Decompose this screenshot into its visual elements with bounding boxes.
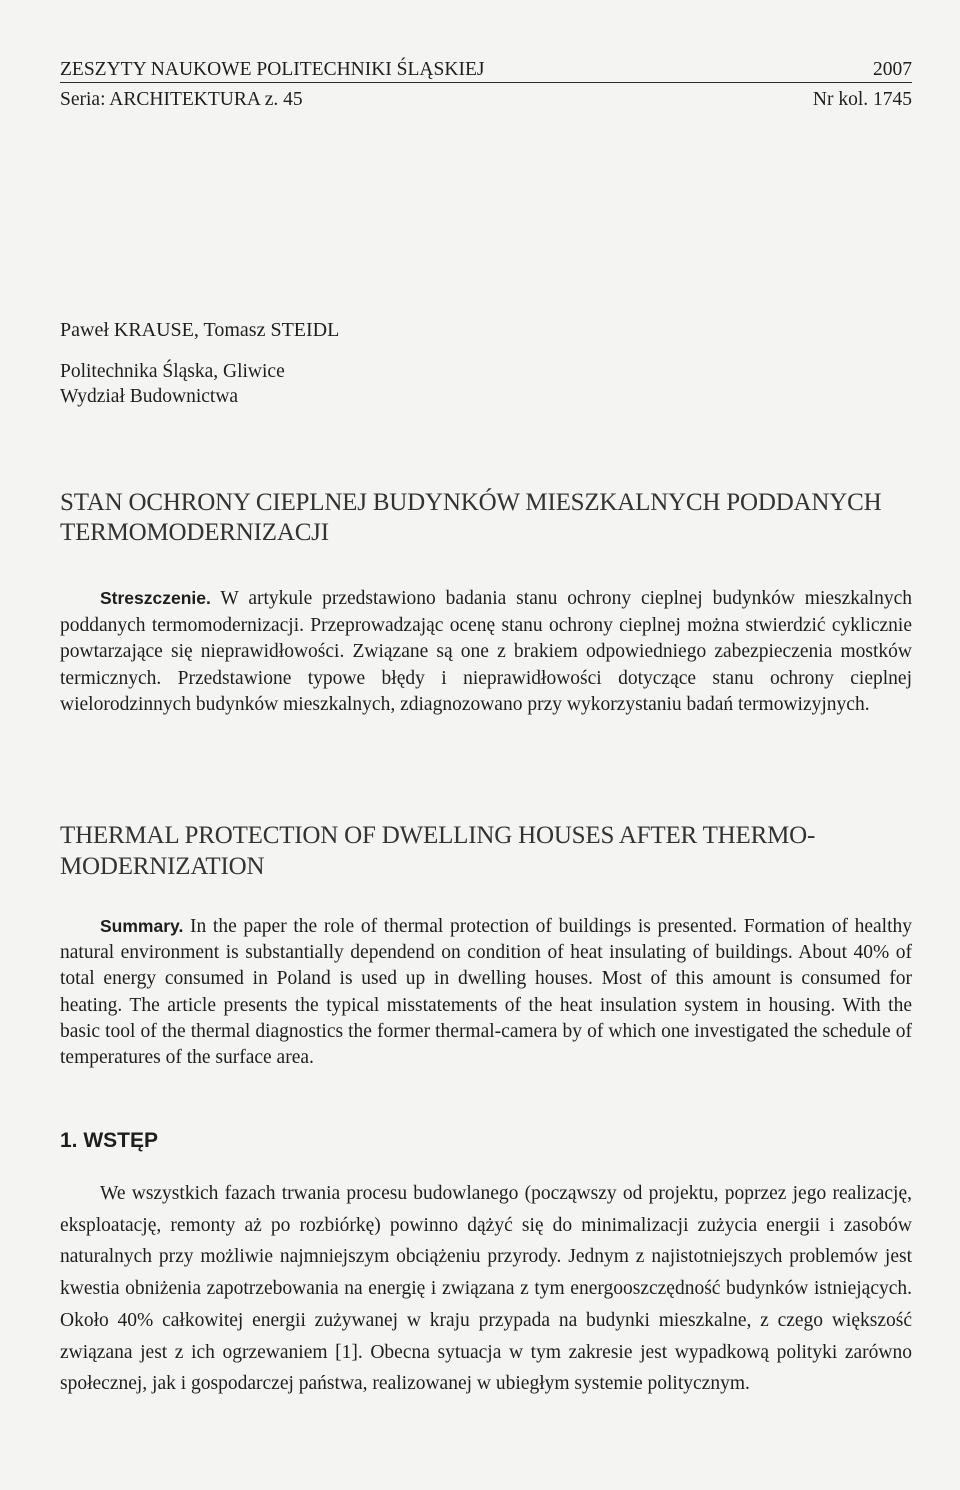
abstract-polish-label: Streszczenie. <box>100 588 211 608</box>
issue-number: Nr kol. 1745 <box>812 89 912 110</box>
journal-header <box>60 58 912 83</box>
abstract-polish-text: W artykule przedstawiono badania stanu ochrony cieplnej budynków mieszkalnych poddanych termomodernizacji. Przeprowadzając ocenę stanu ochrony cieplnej można stwierdzić cyklicznie powtarzające się nieprawidłowości. Związane są one z brakiem odpowiedniego zabezpieczenia mostków termicznych. Przedstawione typowe błędy i nieprawidłowości dotyczące stanu ochrony cieplnej wielorodzinnych budynków mieszkalnych, zdiagnozowano przy wykorzystaniu badań termowizyjnych. <box>60 588 912 715</box>
authors: Paweł KRAUSE, Tomasz STEIDL <box>60 319 340 341</box>
title-english: THERMAL PROTECTION OF DWELLING HOUSES AFTER THERMO-MODERNIZATION <box>60 822 816 880</box>
abstract-polish <box>60 585 912 719</box>
abstract-english-label: Summary. <box>100 916 184 936</box>
affiliation-faculty: Wydział Budownictwa <box>60 386 239 407</box>
series-header <box>60 88 912 112</box>
section-heading: 1. WSTĘP <box>60 1129 159 1152</box>
section-body-text: We wszystkich fazach trwania procesu budowlanego (począwszy od projektu, poprzez jego realizację, eksploatację, remonty aż po rozbiórkę) powinno dążyć się do minimalizacji zużycia energii i zasobów naturalnych przy możliwie najmniejszym obciążeniu przyrody. Jednym z najistotniejszych problemów jest kwestia obniżenia zapotrzebowania na energię i związana z tym energooszczędność budynków istniejących. Około 40% całkowitej energii zużywanej w kraju przypada na budynki mieszkalne, z czego większość związana jest z ich ogrzewaniem [1]. Obecna sytuacja w tym zakresie jest wypadkową polityki zarówno społecznej, jak i gospodarczej państwa, realizowanej w ubiegłym systemie politycznym. <box>60 1183 912 1395</box>
title-polish: STAN OCHRONY CIEPLNEJ BUDYNKÓW MIESZKALNYCH PODDANYCH TERMOMODERNIZACJI <box>60 489 882 546</box>
journal-year: 2007 <box>873 59 912 80</box>
abstract-english-text: In the paper the role of thermal protection of buildings is presented. Formation of healthy natural environment is substantially dependend on condition of heat insulating of buildings. About 40% of total energy consumed in Poland is used up in dwelling houses. Most of this amount is consumed for heating. The article presents the typical misstatements of the heat insulation system in housing. With the basic tool of the thermal diagnostics the former thermal-camera by of which one investigated the schedule of temperatures of the surface area. <box>60 916 912 1069</box>
series-name: Seria: ARCHITEKTURA z. 45 <box>60 89 303 110</box>
journal-name: ZESZYTY NAUKOWE POLITECHNIKI ŚLĄSKIEJ <box>60 59 485 80</box>
abstract-english <box>60 913 912 1071</box>
affiliation-university: Politechnika Śląska, Gliwice <box>60 361 285 382</box>
